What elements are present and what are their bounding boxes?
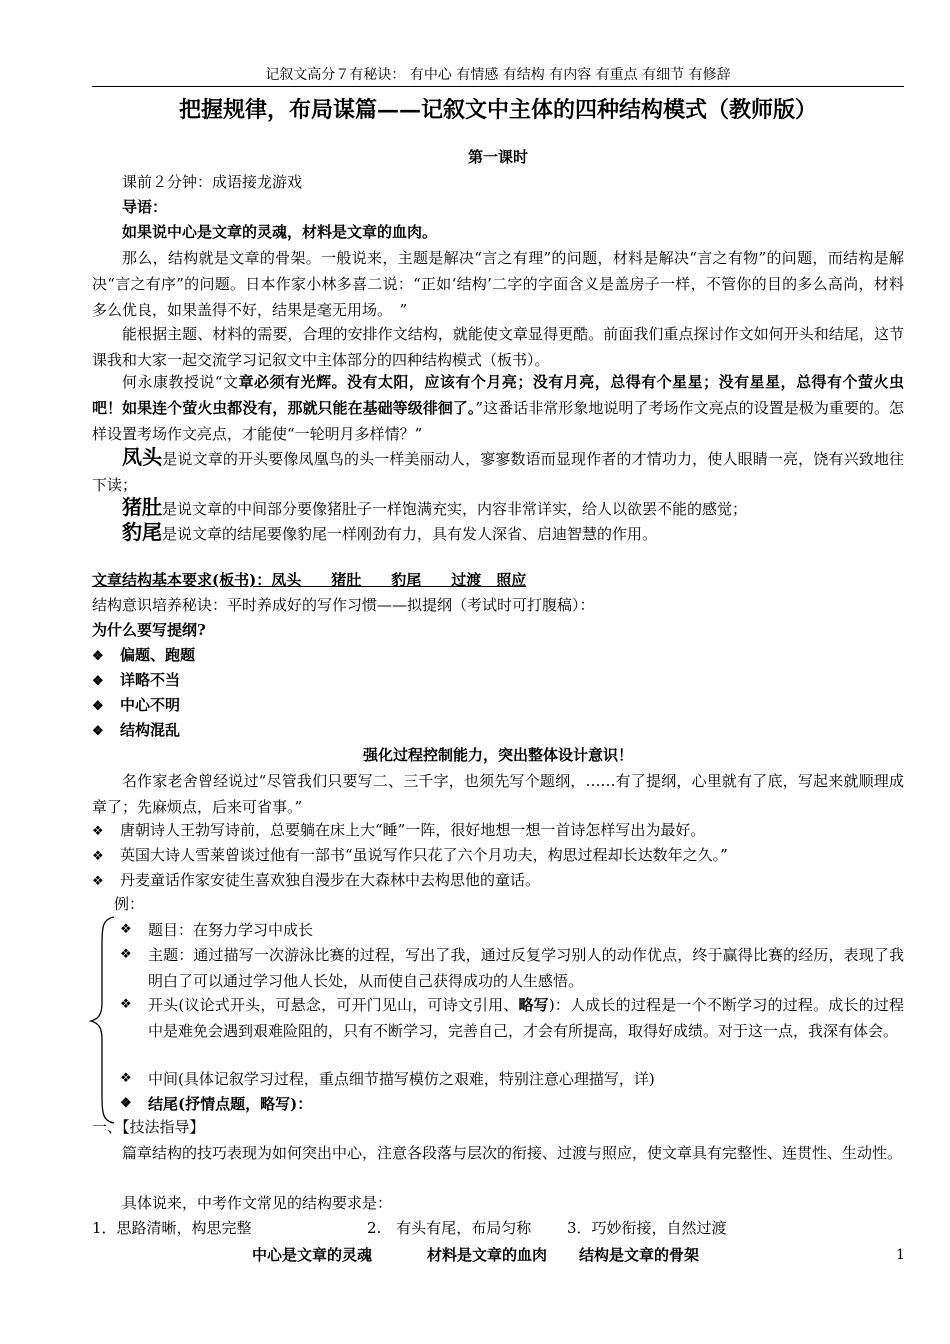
diamond-bullet-icon: ❖ (92, 849, 104, 864)
diamond-bullet-icon: ❖ (120, 997, 132, 1012)
writer-example: ❖ 丹麦童话作家安徒生喜欢独自漫步在大森林中去构思他的童话。 (92, 868, 904, 894)
footer-center: 中心是文章的灵魂 (252, 1246, 373, 1264)
paragraph-fengtou (92, 444, 904, 498)
warmup-line: 课前２分钟：成语接龙游戏 (122, 173, 303, 191)
technique-heading: 一、【技法指导】 (92, 1118, 205, 1136)
document-title: 把握规律，布局谋篇——记叙文中主体的四种结构模式（教师版） (178, 97, 817, 123)
fengtou-text: 是说文章的开头要像凤凰鸟的头一样美丽动人，寥寥数语而显现作者的才情功力，使人眼睛一亮，饶有兴致地往下读； (92, 450, 904, 494)
reason-item: ❖ 详略不当 (92, 668, 904, 694)
baowei-text: 是说文章的结尾要像豹尾一样刚劲有力，具有发人深省、启迪智慧的作用。 (162, 525, 658, 543)
outline-opening: ❖ 开头(议论式开头，可悬念，可开门见山，可诗文引用、略写)：人成长的过程是一个不断学习的过程。成长的过程中是难免会遇到艰难险阻的，只有不断学习，完善自己，才会有所提高，取得好成绩。对于这一点，我深有体会。 (120, 992, 904, 1044)
process-heading: 强化过程控制能力，突出整体设计意识！ (362, 746, 633, 764)
paragraph-arrangement: 能根据主题、材料的需要，合理的安排作文结构，就能使文章显得更酷。前面我们重点探讨作文如何开头和结尾，这节课我和大家一起交流学习记叙文中主体部分的四种结构模式（板书）。 (92, 325, 904, 369)
diamond-bullet-icon: ❖ (120, 1071, 132, 1086)
intro-label: 导语： (122, 198, 168, 216)
writer-example: ❖ 唐朝诗人王勃写诗前，总要躺在床上大“睡”一阵，很好地想一想一首诗怎样写出为最好。 (92, 818, 904, 844)
header-rule (92, 86, 904, 87)
writer-example: ❖ 英国大诗人雪莱曾谈过他有一部书“虽说写作只花了六个月功夫，构思过程却长达数年之久。” (92, 843, 904, 869)
outline-middle: ❖ 中间(具体记叙学习过程，重点细节描写模仿之艰难，特别注意心理描写，详) (120, 1066, 904, 1092)
baowei-word: 豹尾 (122, 520, 162, 544)
quote-bold: 章必须有光辉。没有太阳，应该有个月亮；没有月亮，总得有个星星；没有星星，总得有个萤火虫吧！如果连个萤火虫都没有，那就只能在基础等级徘徊了。 (92, 373, 904, 417)
reason-item: ❖ 偏题、跑题 (92, 643, 904, 669)
diamond-bullet-icon: ❖ (120, 1096, 132, 1111)
intro-bold-line: 如果说中心是文章的灵魂，材料是文章的血肉。 (122, 223, 438, 241)
paragraph-professor-quote (92, 369, 904, 447)
outline-topic: ❖ 题目：在努力学习中成长 (120, 917, 904, 943)
running-header: 记叙文高分７有秘诀： 有中心 有情感 有结构 有内容 有重点 有细节 有修辞 (265, 67, 731, 83)
outline-ending: ❖ 结尾(抒情点题，略写)： (120, 1091, 904, 1117)
curly-brace-icon (88, 915, 118, 1125)
page-number: 1 (896, 1247, 905, 1263)
diamond-bullet-icon: ❖ (92, 699, 104, 714)
outline-habit-line: 结构意识培养秘诀：平时养成好的写作习惯——拟提纲（考试时可打腹稿）： (92, 596, 595, 614)
paragraph-zhudu (92, 494, 904, 522)
structure-requirement-text: 文章结构基本要求(板书)：凤头 猪肚 豹尾 过渡 照应 (92, 571, 527, 589)
diamond-bullet-icon: ❖ (92, 724, 104, 739)
quote-lead: 何永康教授说“文 (122, 373, 239, 391)
diamond-bullet-icon: ❖ (92, 824, 104, 839)
reason-item: ❖ 中心不明 (92, 693, 904, 719)
requirement-3: 3．巧妙衔接，自然过渡 (567, 1219, 727, 1237)
example-label: 例： (114, 895, 145, 913)
requirement-1: 1．思路清晰，构思完整 (92, 1219, 252, 1237)
footer-structure: 结构是文章的骨架 (579, 1246, 700, 1264)
requirement-intro: 具体说来，中考作文常见的结构要求是： (122, 1194, 393, 1212)
diamond-bullet-icon: ❖ (92, 874, 104, 889)
diamond-bullet-icon: ❖ (92, 649, 104, 664)
outline-theme: ❖ 主题：通过描写一次游泳比赛的过程，写出了我，通过反复学习别人的动作优点，终于赢得比赛的经历，表现了我明白了可以通过学习他人长处，从而使自己获得成功的人生感悟。 (120, 942, 904, 994)
diamond-bullet-icon: ❖ (120, 947, 132, 962)
diamond-bullet-icon: ❖ (92, 674, 104, 689)
fengtou-word: 凤头 (122, 445, 163, 469)
diamond-bullet-icon: ❖ (120, 922, 132, 937)
paragraph-baowei (92, 519, 904, 547)
structure-requirement (92, 568, 904, 593)
paragraph-structure-skeleton: 那么，结构就是文章的骨架。一般说来，主题是解决“言之有理”的问题，材料是解决“言之有物”的问题，而结构是解决“言之有序”的问题。日本作家小林多喜二说：“正如‘结构’二字的字面含义是盖房子一样，不管你的目的多么高尚，材料多么优良，如果盖得不好，结果是毫无用场。 ” (92, 249, 904, 319)
reason-item: ❖ 结构混乱 (92, 718, 904, 744)
zhudu-text: 是说文章的中间部分要像猪肚子一样饱满充实，内容非常详实，给人以欲罢不能的感觉； (162, 500, 748, 518)
paragraph-laoshe: 名作家老舍曾经说过“尽管我们只要写二、三千字，也须先写个题纲，……有了提纲，心里就有了底，写起来就顺理成章了；先麻烦点，后来可省事。” (92, 772, 904, 816)
lesson-heading: 第一课时 (467, 148, 528, 166)
zhudu-word: 猪肚 (122, 495, 162, 519)
requirement-2: 2. 有头有尾，布局匀称 (367, 1219, 532, 1237)
paragraph-technique: 篇章结构的技巧表现为如何突出中心，注意各段落与层次的衔接、过渡与照应，使文章具有完整性、连贯性、生动性。 (122, 1144, 903, 1162)
why-outline-question: 为什么要写提纲? (92, 621, 206, 639)
quote-tail: ”这番话非常形象地说明了考场作文亮点的设置是极为重要的。怎样设置考场作文亮点，才能使“一轮明月多样情？” (92, 399, 905, 443)
footer-material: 材料是文章的血肉 (427, 1246, 548, 1264)
